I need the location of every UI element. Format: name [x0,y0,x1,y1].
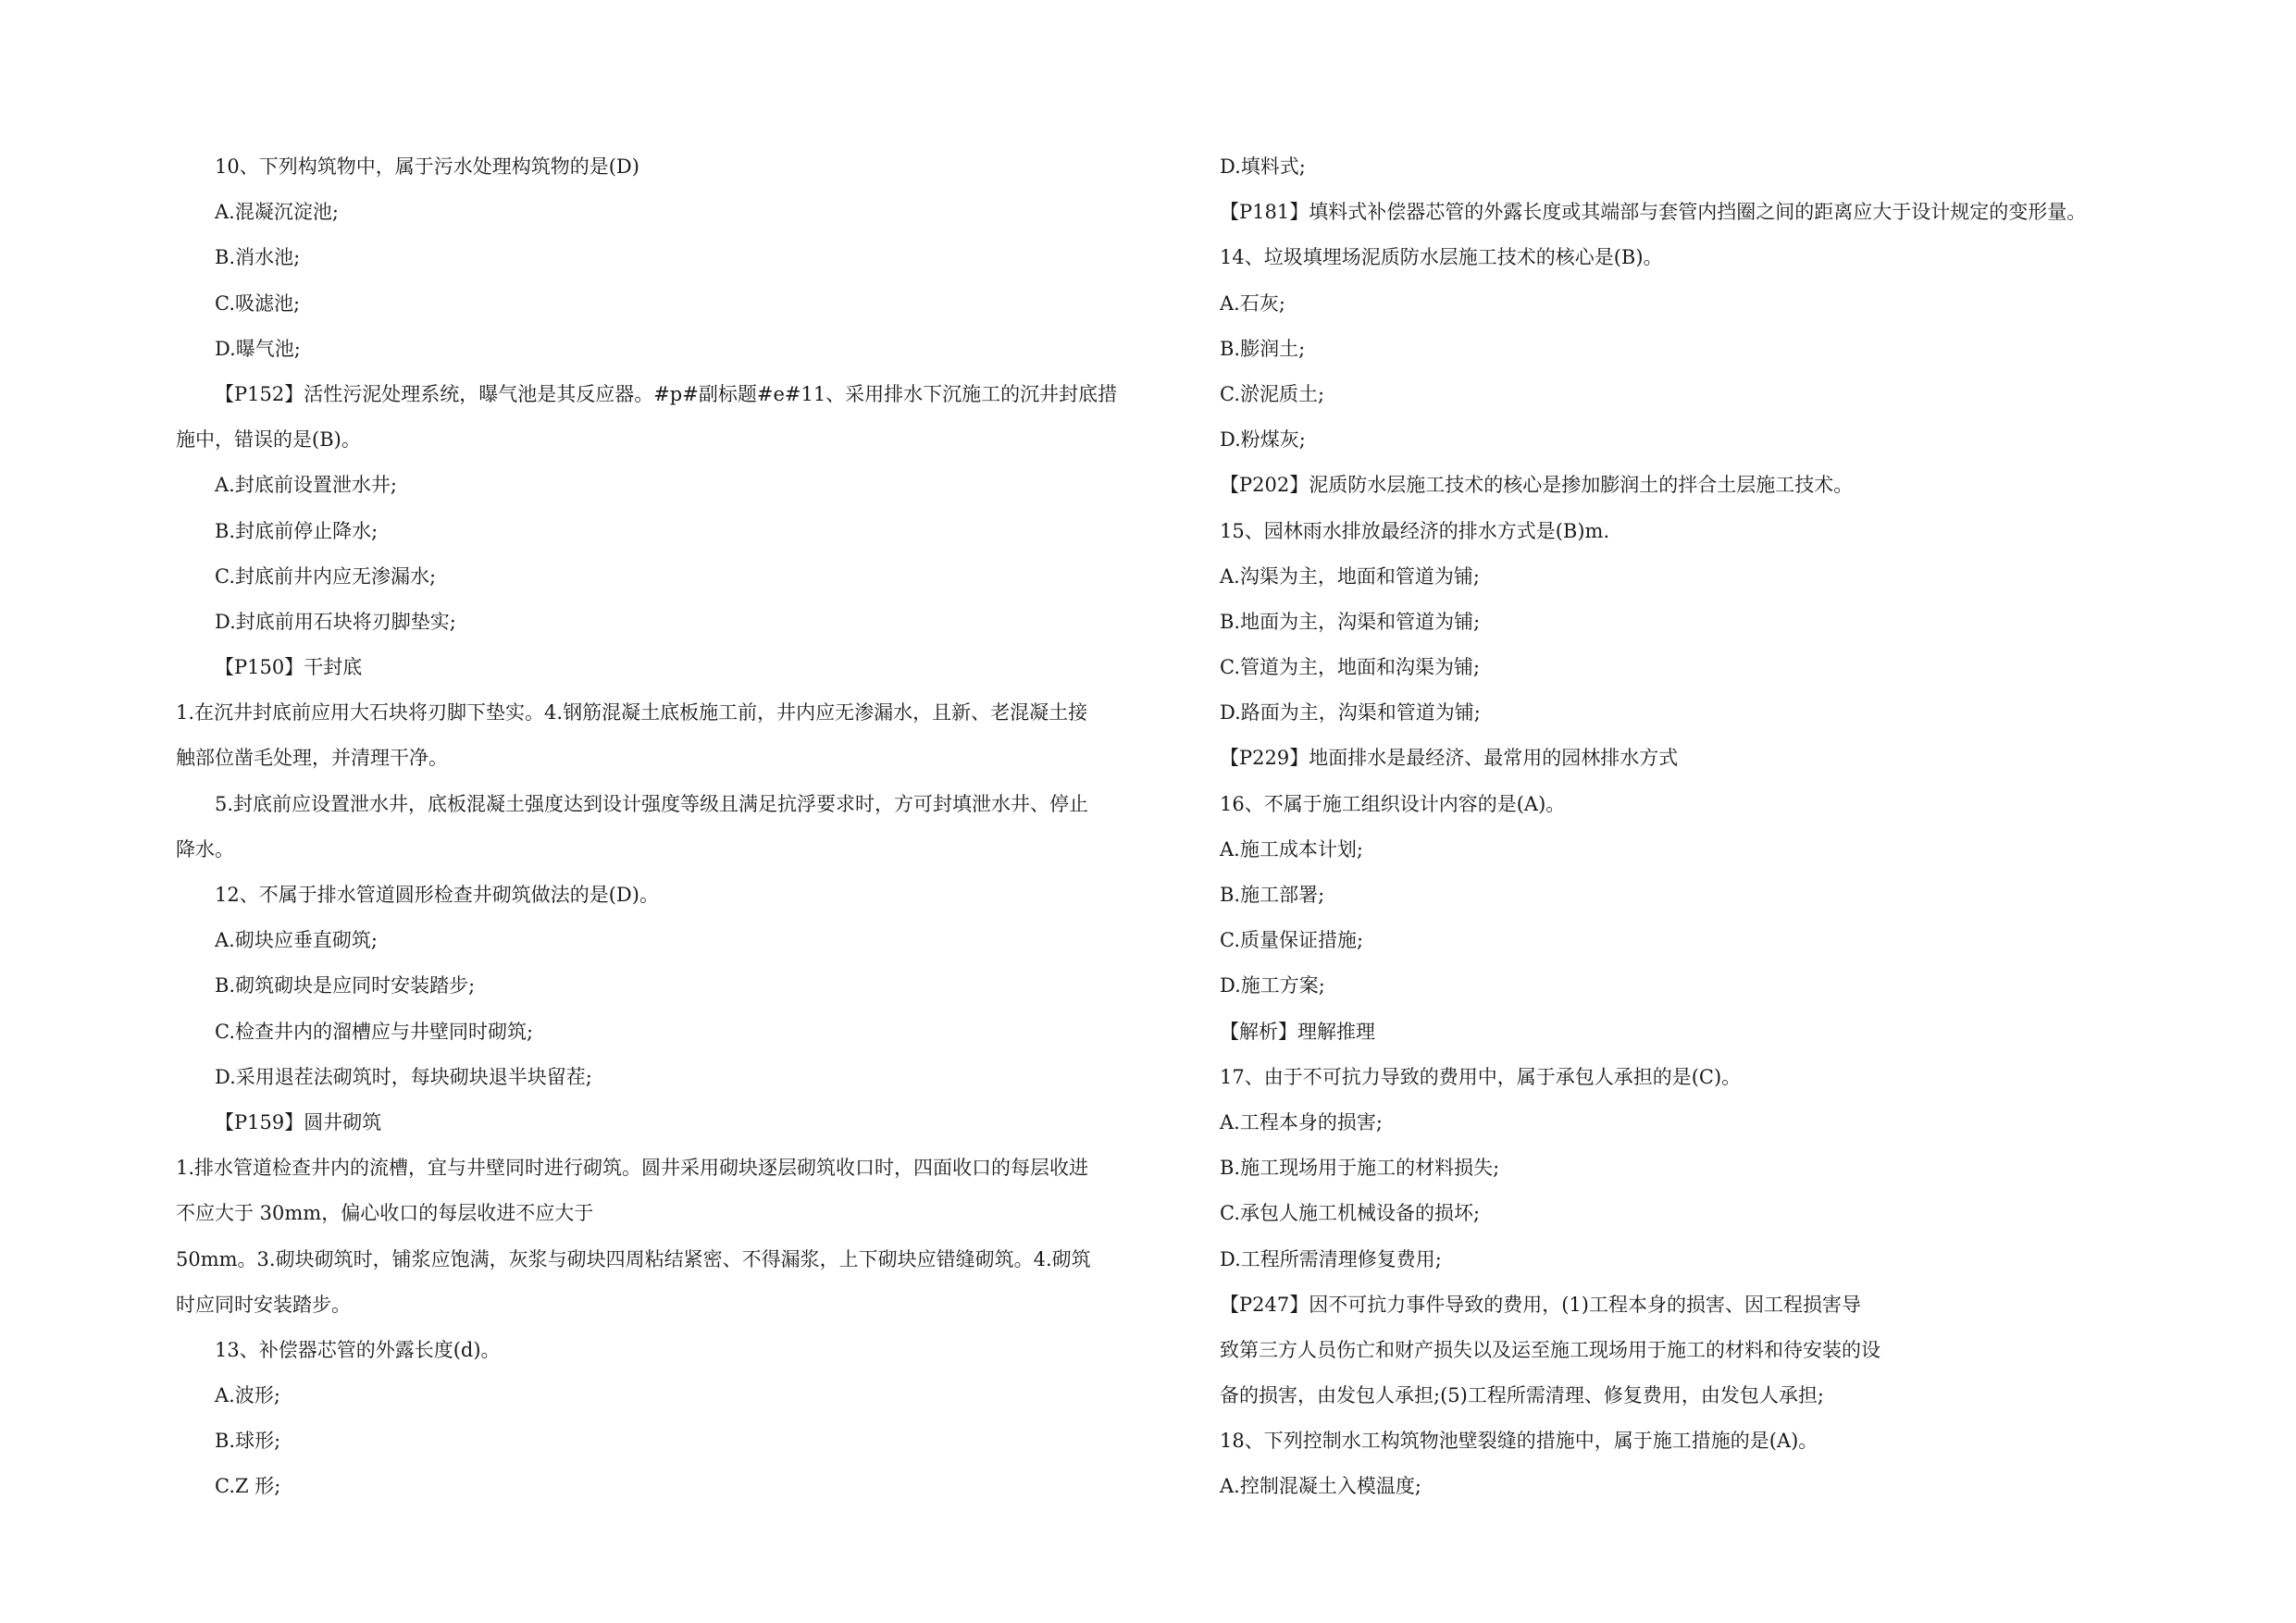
text-line: 备的损害，由发包人承担;(5)工程所需清理、修复费用，由发包人承担; [1220,1384,1824,1407]
text-line: D.填料式; [1220,155,1306,178]
text-line: 施中，错误的是(B)。 [176,428,361,452]
text-line: C.吸滤池; [215,291,301,315]
text-line: 时应同时安装踏步。 [176,1293,351,1316]
text-line: A.工程本身的损害; [1220,1110,1383,1134]
text-line: B.膨润土; [1220,337,1306,360]
text-line: 【P202】泥质防水层施工技术的核心是掺加膨润土的拌合土层施工技术。 [1220,474,1854,497]
text-line: D.工程所需清理修复费用; [1220,1247,1442,1270]
text-line: 15、园林雨水排放最经济的排水方式是(B)m. [1220,519,1610,542]
text-line: A.砌块应垂直砌筑; [215,929,378,952]
text-line: 【P181】填料式补偿器芯管的外露长度或其端部与套管内挡圈之间的距离应大于设计规定的变形量。 [1220,201,2087,224]
text-line: 【P247】因不可抗力事件导致的费用，(1)工程本身的损害、因工程损害导 [1220,1293,1861,1316]
text-line: 1.排水管道检查井内的流槽，宜与井壁同时进行砌筑。圆井采用砌块逐层砌筑收口时，四面收口的每层收进 [176,1157,1089,1180]
text-line: D.粉煤灰; [1220,428,1306,452]
text-line: A.混凝沉淀池; [215,201,339,224]
text-line: D.路面为主，沟渠和管道为铺; [1220,701,1481,725]
text-line: 【解析】理解推理 [1220,1020,1375,1043]
text-line: 16、不属于施工组织设计内容的是(A)。 [1220,792,1566,815]
right-column [1220,144,2154,1510]
text-line: C.质量保证措施; [1220,929,1364,952]
text-line: D.采用退茬法砌筑时，每块砌块退半块留茬; [215,1065,592,1088]
text-line: 14、垃圾填埋场泥质防水层施工技术的核心是(B)。 [1220,246,1663,269]
text-line: B.地面为主，沟渠和管道为铺; [1220,610,1481,633]
text-line: 【P150】干封底 [215,656,363,679]
left-column [176,144,1143,1510]
text-line: 50mm。3.砌块砌筑时，铺浆应饱满，灰浆与砌块四周粘结紧密、不得漏浆，上下砌块应错缝砌筑。4.砌筑 [176,1247,1091,1270]
text-line: D.曝气池; [215,337,301,360]
text-line: A.控制混凝土入模温度; [1220,1475,1421,1498]
text-line: 触部位凿毛处理，并清理干净。 [176,747,448,770]
text-line: 【P159】圆井砌筑 [215,1110,382,1134]
text-line: 致第三方人员伤亡和财产损失以及运至施工现场用于施工的材料和待安装的设 [1220,1338,1880,1361]
text-line: 12、不属于排水管道圆形检查井砌筑做法的是(D)。 [215,884,659,906]
text-line: A.沟渠为主，地面和管道为铺; [1220,564,1480,588]
text-line: 【P229】地面排水是最经济、最常用的园林排水方式 [1220,747,1679,770]
text-line: B.消水池; [215,246,301,269]
text-line: 不应大于 30mm，偏心收口的每层收进不应大于 [176,1202,594,1225]
text-line: 5.封底前应设置泄水井，底板混凝土强度达到设计强度等级且满足抗浮要求时，方可封填泄水井、停止 [215,792,1089,815]
text-line: 1.在沉井封底前应用大石块将刃脚下垫实。4.钢筋混凝土底板施工前，井内应无渗漏水，且新、老混凝土接 [176,701,1088,725]
text-line: 13、补偿器芯管的外露长度(d)。 [215,1338,501,1361]
text-line: A.波形; [215,1384,280,1407]
text-line: B.砌筑砌块是应同时安装踏步; [215,974,476,997]
text-line: C.封底前井内应无渗漏水; [215,564,437,588]
text-line: A.石灰; [1220,291,1285,315]
text-line: D.封底前用石块将刃脚垫实; [215,610,456,633]
text-line: 【P152】活性污泥处理系统，曝气池是其反应器。#p#副标题#e#11、采用排水下沉施工的沉井封底措 [215,382,1118,405]
text-line: A.施工成本计划; [1220,837,1363,861]
text-line: D.施工方案; [1220,974,1325,997]
text-line: A.封底前设置泄水井; [215,474,397,497]
text-line: B.球形; [215,1430,281,1453]
text-line: 降水。 [176,837,234,861]
text-line: B.施工部署; [1220,884,1325,906]
text-line: 17、由于不可抗力导致的费用中，属于承包人承担的是(C)。 [1220,1065,1742,1088]
text-line: 10、下列构筑物中，属于污水处理构筑物的是(D) [215,155,639,178]
text-line: C.Z 形; [215,1475,281,1498]
text-line: B.封底前停止降水; [215,519,379,542]
text-line: C.管道为主，地面和沟渠为铺; [1220,656,1481,679]
text-line: 18、下列控制水工构筑物池壁裂缝的措施中，属于施工措施的是(A)。 [1220,1430,1818,1453]
text-line: C.检查井内的溜槽应与井壁同时砌筑; [215,1020,534,1043]
text-line: C.承包人施工机械设备的损坏; [1220,1202,1481,1225]
text-line: C.淤泥质土; [1220,382,1325,405]
text-line: B.施工现场用于施工的材料损失; [1220,1157,1500,1180]
